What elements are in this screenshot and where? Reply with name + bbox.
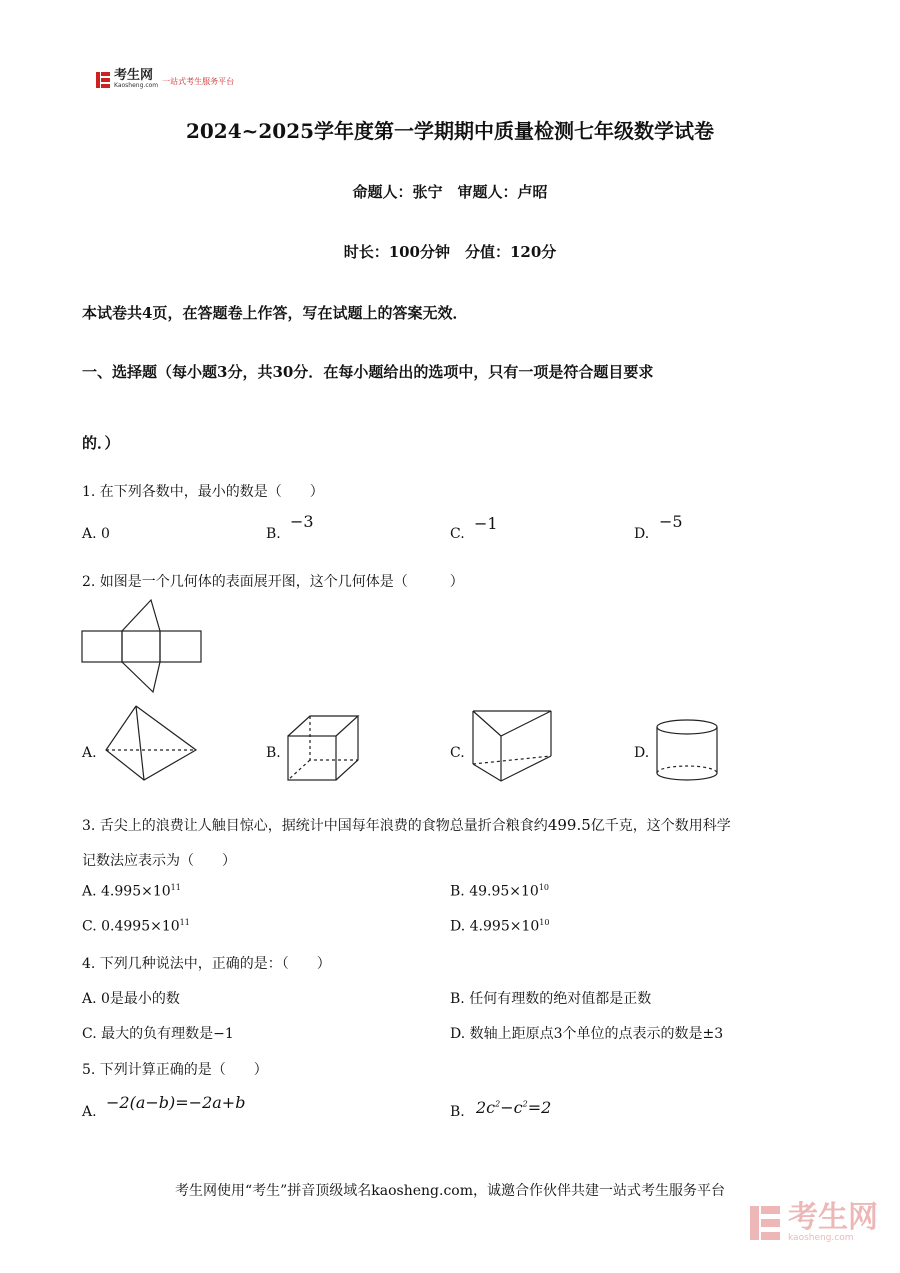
q5-option-b-base: 2c	[476, 1098, 496, 1117]
q3-stem-start: 3. 舌尖上的浪费让人触目惊心，据统计中国每年浪费的食物总量折合粮食约	[82, 818, 548, 834]
watermark-domain: kaosheng.com	[788, 1233, 854, 1243]
q5-option-b-text	[476, 1098, 551, 1117]
q3-option-d	[450, 918, 549, 935]
section-heading-line1: 一、选择题（每小题3分，共30分．在每小题给出的选项中，只有一项是符合题目要求	[82, 363, 654, 381]
kaosheng-logo-icon	[95, 71, 111, 89]
q3-option-b-exp: 10	[538, 883, 550, 892]
exam-meta: 时长：100分钟 分值：120分	[343, 243, 557, 261]
question-4-stem: 4. 下列几种说法中，正确的是：（ ）	[82, 956, 331, 972]
q3-option-c-mantissa: 0.4995	[101, 918, 151, 935]
net-diagram	[80, 598, 205, 694]
q3-option-b	[450, 883, 549, 900]
exam-title: 2024~2025学年度第一学期期中质量检测七年级数学试卷	[185, 119, 715, 143]
q1-option-d-label: D.	[634, 526, 650, 542]
q3-option-a-mantissa: 4.995	[101, 883, 142, 900]
q4-option-b	[450, 988, 651, 1008]
q1-option-a	[82, 526, 110, 542]
q3-option-c-label: C.	[82, 918, 97, 935]
cylinder-bottom-front	[657, 773, 717, 780]
section-heading-line2: 的．）	[82, 434, 120, 452]
q1-option-c-value: −1	[474, 514, 498, 533]
q3-option-d-label: D.	[450, 918, 466, 935]
net-right-rect	[160, 631, 201, 662]
brand-slogan: 一站式考生服务平台	[162, 77, 235, 86]
question-1-stem: 1. 在下列各数中，最小的数是（ ）	[82, 484, 324, 500]
exam-notice: 本试卷共4页，在答题卷上作答，写在试题上的答案无效．	[82, 304, 468, 322]
brand-domain: Kaosheng.com	[114, 82, 159, 89]
q4-option-a-label: A.	[82, 991, 97, 1007]
q4-option-c-label: C.	[82, 1026, 97, 1042]
q4-option-d-text: 数轴上距原点3个单位的点表示的数是±3	[469, 1026, 724, 1042]
cube-icon	[286, 714, 362, 782]
net-bottom-triangle	[122, 662, 160, 692]
q1-option-b-value: −3	[290, 512, 314, 531]
cube-top-face	[288, 716, 358, 736]
q3-option-d-times: ×10	[509, 918, 540, 935]
q2-option-c-label: C.	[450, 745, 465, 761]
q3-stem-end: 亿千克，这个数用科学	[590, 818, 731, 834]
q5-option-b-label: B.	[450, 1104, 465, 1120]
exam-authors: 命题人：张宁 审题人：卢昭	[352, 183, 548, 201]
q3-option-a-exp: 11	[170, 883, 181, 892]
prism-hidden-edge	[473, 756, 551, 764]
q3-option-d-mantissa: 4.995	[469, 918, 510, 935]
brand-name: 考生网	[114, 68, 154, 83]
q4-option-c-text: 最大的负有理数是−1	[101, 1026, 234, 1042]
q3-option-a-label: A.	[82, 883, 97, 900]
q4-option-c	[82, 1023, 234, 1043]
q1-option-d-value: −5	[659, 512, 683, 531]
watermark	[748, 1200, 878, 1243]
q3-option-a	[82, 883, 181, 900]
pyramid-outline	[106, 706, 196, 780]
q1-option-a-value: 0	[101, 526, 110, 542]
q3-option-c-exp: 11	[179, 918, 190, 927]
q5-option-b-end: =2	[527, 1098, 552, 1117]
q5-option-b-exp2: 2	[522, 1099, 528, 1109]
question-5-stem: 5. 下列计算正确的是（ ）	[82, 1062, 268, 1078]
q5-option-b-exp1: 2	[495, 1099, 501, 1109]
watermark-logo-icon	[748, 1204, 782, 1242]
q3-option-b-times: ×10	[509, 883, 539, 900]
watermark-name: 考生网	[788, 1200, 878, 1235]
cylinder-bottom-back	[657, 766, 717, 773]
q1-option-b-label: B.	[266, 526, 281, 542]
net-top-triangle	[122, 600, 160, 631]
q2-option-d-label: D.	[634, 745, 650, 761]
q5-option-a-label: A.	[82, 1104, 97, 1120]
net-middle-rect	[122, 631, 160, 662]
q4-option-d-label: D.	[450, 1026, 466, 1042]
q3-option-b-mantissa: 49.95	[469, 883, 510, 900]
q5-option-b-mid: −c	[500, 1098, 523, 1117]
pyramid-icon	[104, 704, 200, 784]
q3-option-c	[82, 918, 190, 935]
cube-hidden-diagonal	[288, 760, 310, 780]
prism-bottom-edges	[473, 756, 551, 781]
q4-option-d	[450, 1023, 723, 1043]
pyramid-front-edge	[136, 706, 144, 780]
question-2-stem: 2. 如图是一个几何体的表面展开图，这个几何体是（ ）	[82, 574, 464, 590]
q3-option-c-times: ×10	[150, 918, 180, 935]
cylinder-icon	[654, 718, 720, 782]
question-3-stem-line1	[82, 815, 731, 835]
page-footer: 考生网使用“考生”拼音顶级域名kaosheng.com，诚邀合作伙伴共建一站式考生服务平台	[174, 1183, 726, 1199]
q4-option-b-label: B.	[450, 991, 465, 1007]
brand-logo	[95, 70, 158, 89]
prism-top-triangle	[473, 711, 551, 736]
cylinder-top	[657, 720, 717, 734]
q1-option-a-label: A.	[82, 526, 97, 542]
q3-number: 499.5	[547, 816, 591, 834]
net-left-rect	[82, 631, 122, 662]
q4-option-b-text: 任何有理数的绝对值都是正数	[469, 991, 652, 1007]
q3-option-b-label: B.	[450, 883, 465, 900]
q1-option-c-label: C.	[450, 526, 465, 542]
q4-option-a	[82, 988, 180, 1008]
question-3-stem-line2: 记数法应表示为（ ）	[82, 853, 236, 869]
q4-option-a-text: 0是最小的数	[101, 991, 180, 1007]
q3-option-d-exp: 10	[539, 918, 550, 927]
q2-option-b-label: B.	[266, 745, 281, 761]
q2-option-a-label: A.	[82, 745, 97, 761]
q3-option-a-times: ×10	[141, 883, 171, 900]
brand-header	[95, 70, 234, 89]
triangular-prism-icon	[471, 708, 553, 784]
q5-option-a-text: −2(a−b)=−2a+b	[106, 1093, 246, 1112]
